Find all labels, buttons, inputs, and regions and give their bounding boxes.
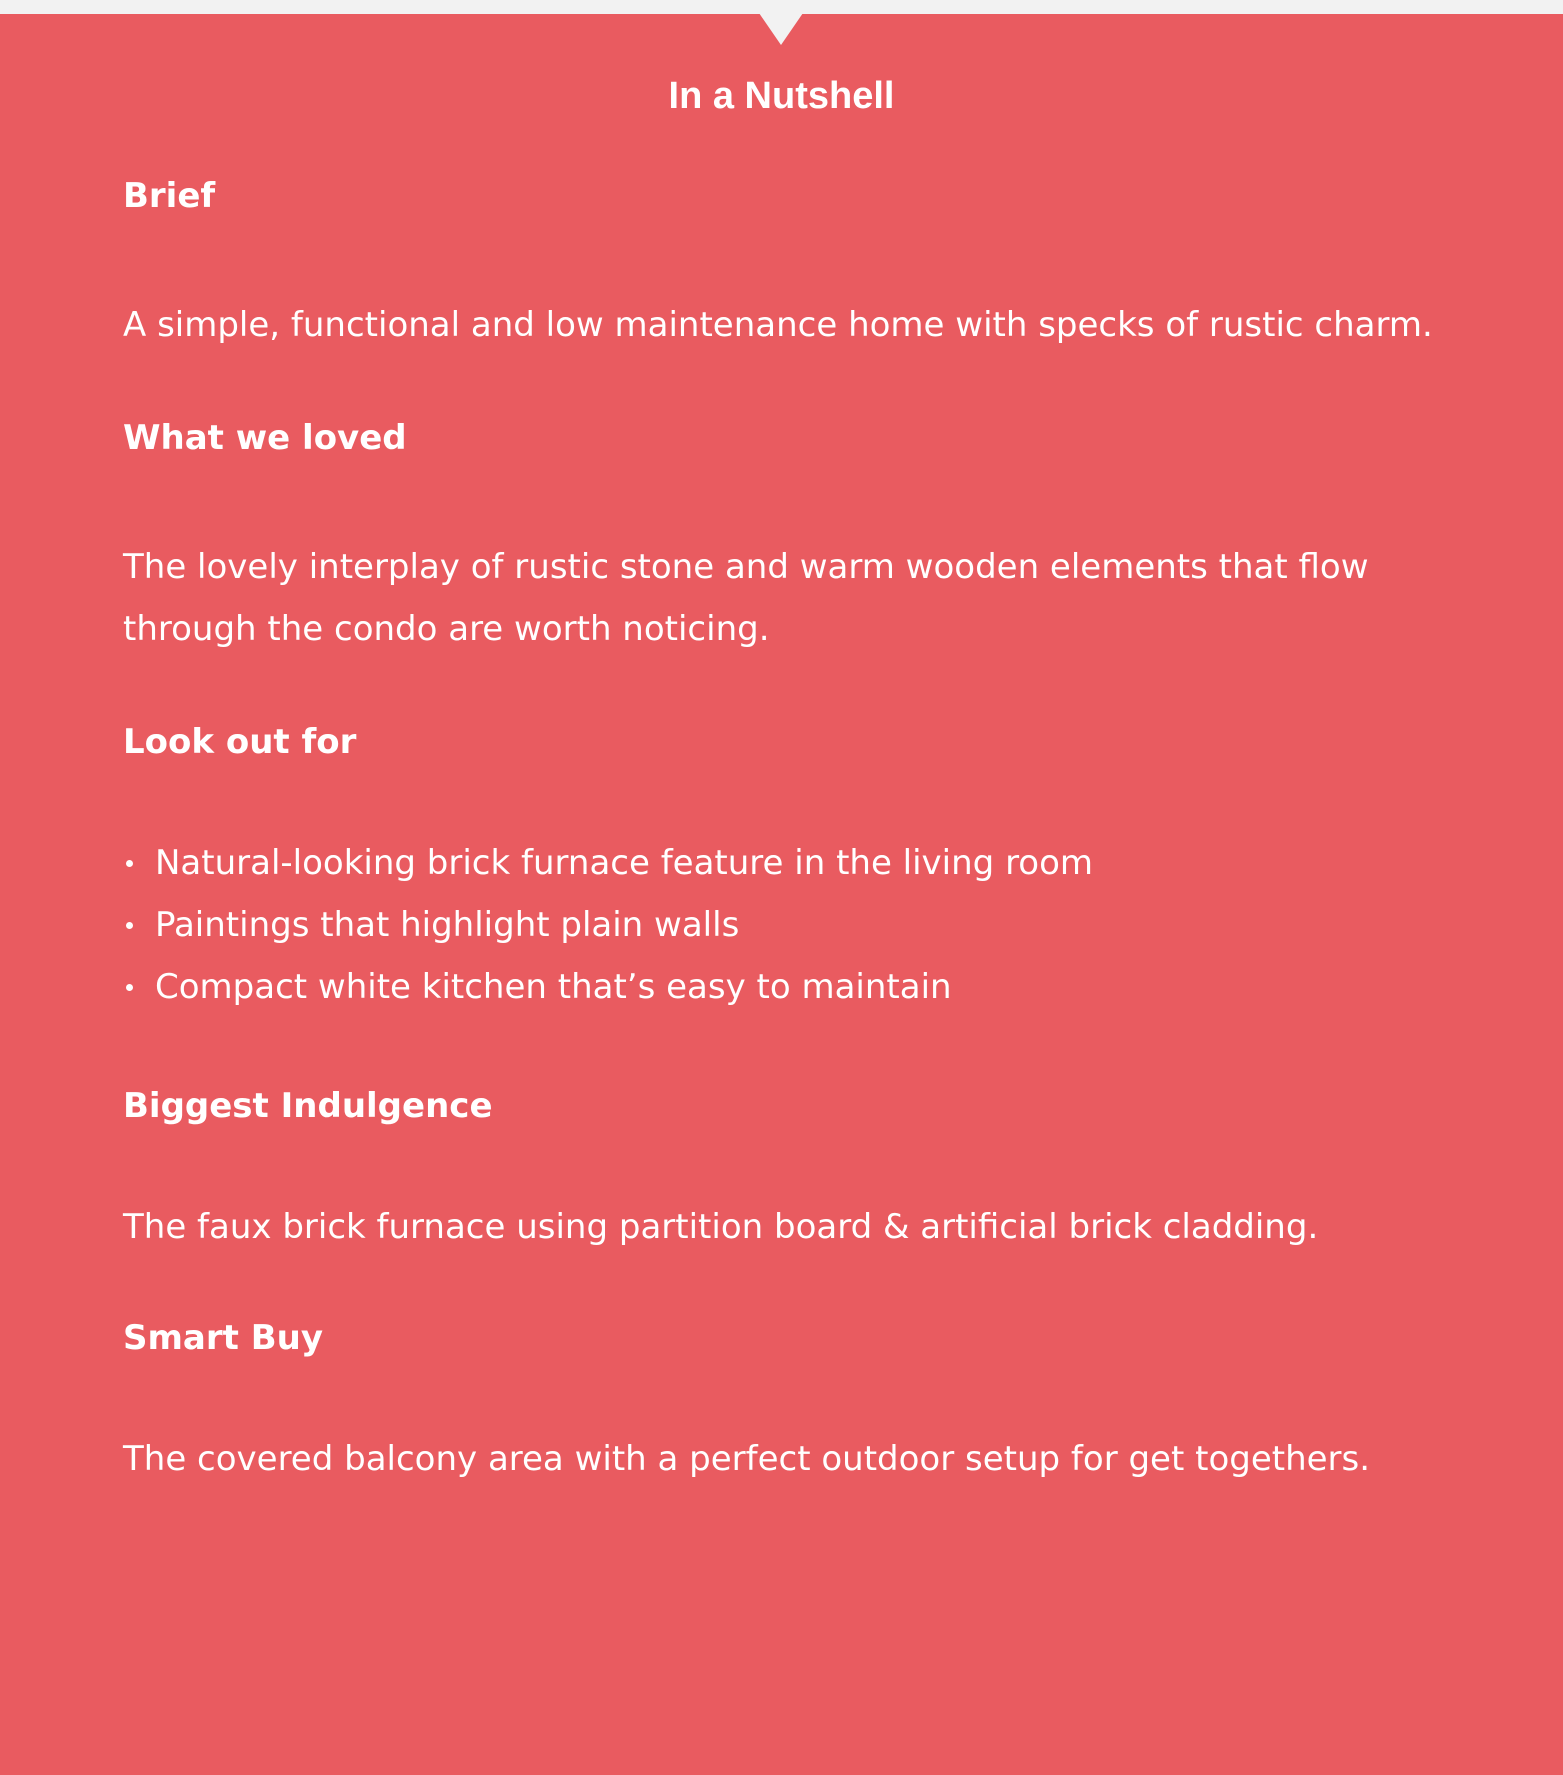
- lookout-list: [123, 832, 1463, 1018]
- nutshell-card: [0, 14, 1563, 1775]
- indulgence-text: The faux brick furnace using partition board & artificial brick cladding.: [123, 1207, 1319, 1247]
- list-item: [123, 956, 1463, 1018]
- list-item: [123, 894, 1463, 956]
- loved-text: The lovely interplay of rustic stone and warm wooden elements that flow through the condo are worth noticing.: [123, 547, 1369, 649]
- smartbuy-heading: Smart Buy: [123, 1318, 323, 1358]
- indulgence-heading: Biggest Indulgence: [123, 1086, 493, 1126]
- list-item-text: Paintings that highlight plain walls: [155, 905, 740, 945]
- card-content: [123, 174, 1463, 1490]
- brief-heading: Brief: [123, 176, 216, 216]
- card-title: In a Nutshell: [668, 75, 895, 117]
- brief-text: A simple, functional and low maintenance home with specks of rustic charm.: [123, 305, 1433, 345]
- bullet-icon: [126, 984, 133, 991]
- list-item-text: Natural-looking brick furnace feature in the living room: [155, 843, 1094, 883]
- bullet-icon: [126, 922, 133, 929]
- lookout-heading: Look out for: [123, 722, 357, 762]
- loved-heading: What we loved: [123, 418, 407, 458]
- list-item: [123, 832, 1463, 894]
- smartbuy-text: The covered balcony area with a perfect outdoor setup for get togethers.: [123, 1439, 1371, 1479]
- bullet-icon: [126, 860, 133, 867]
- list-item-text: Compact white kitchen that’s easy to maintain: [155, 967, 952, 1007]
- pointer-notch: [759, 13, 803, 45]
